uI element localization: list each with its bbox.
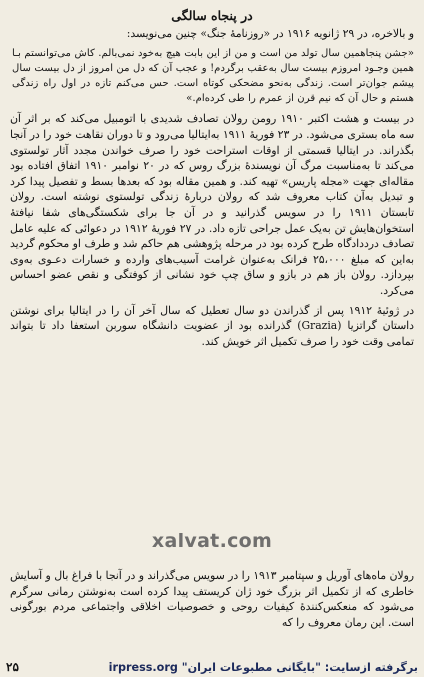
diary-quote-paragraph: «جشن پنجاهمین سال تولد من است و من از این بابت هیچ به‌خود نمی‌بالم. کاش می‌توانستم بـا همین وجـود امروزم بیست سال به‌عقب برگردم! و عجب آن که دل من امروز از دل بیست سال پیشم جوان‌تر است. زندگی به‌نحو مضحکی کوتاه است. حس می‌کنم تازه در اول راه زندگی هستم و حال آن که نیم قرن از عمرم را طی کرده‌ام.» (12, 47, 414, 105)
page-footer (0, 657, 424, 677)
page-number: ۲۵ (6, 660, 19, 674)
watermark-text: xalvat.com (151, 530, 273, 552)
section-title: در پنجاه سالگی (171, 8, 253, 23)
source-credit (109, 661, 418, 674)
source-credit-text: برگرفته ازسایت: "بایگانی مطبوعات ایران" (181, 661, 418, 674)
source-site-link[interactable]: irpress.org (108, 661, 178, 674)
accident-paragraph: در بیست و هشت اکتبر ۱۹۱۰ رومن رولان تصادف شدیدی با اتومبیل می‌کند که بر اثر آن سه ماه بستری می‌شود. در ۲۳ فوریهٔ ۱۹۱۱ به‌ایتالیا می‌رود و تا دوران نقاهت خود را در آنجا بگذراند. در ایتالیا قسمتی از اوقات استراحت خود را صرف خواندن مجدد آثار تولستوی می‌کند تا به‌مناسبت مرگ آن نویسندهٔ بزرگ روس که در ۲۰ نوامبر ۱۹۱۰ اتفاق افتاده بود مقاله‌ای جهت «مجله پاریس» تهیه کند. و همین مقاله بود که بعدها بسط و تفصیل پیدا کرد و تبدیل به‌آن کتاب معروف شد که رولان دربارهٔ زندگی تولستوی نوشته است. رولان تابستان ۱۹۱۱ را در سویس گذرانید و در آن جا برای شکستگی‌های شفا نیافتهٔ استخوان‌هایش تن به‌یک عمل جراحی تازه داد. در ۲۷ فوریهٔ ۱۹۱۲ در دعوائی که علیه عامل تصادف درددادگاه طرح کرده بود در مرحله پژوهشی هم حاکم شد و طرف او محکوم گردید به‌این که مبلغ ۲۵،۰۰۰ فرانک به‌عنوان غرامت آسیب‌های وارده و خسارات دعـوی به‌وی بپردازد. رولان باز هم در بازو و ساق چپ خود نشانی از کوفتگی و نقص عضو احساس می‌کرد. (10, 112, 415, 297)
intro-paragraph: و بالاخره، در ۲۹ ژانویه ۱۹۱۶ در «روزنامهٔ جنگ» چنین می‌نویسد: (126, 27, 414, 40)
closing-paragraph: رولان ماه‌های آوریل و سپتامبر ۱۹۱۳ را در سویس می‌گذراند و در آنجا با فراغ بال و آسایش خاطری که از تکمیل اثر بزرگ خود ژان کریستف پیدا کرده است به‌نوشتن رمانی سرگرم می‌شود که منعکس‌کنندهٔ کیفیات روحی و خصوصیات اخلاقی واجتماعی مردم بورگونی است. این رمان معروف را که (10, 569, 415, 629)
resignation-paragraph: در ژوئیهٔ ۱۹۱۲ پس از گذراندن دو سال تعطیل که سال آخر آن را در ایتالیا برای نوشتن داستان گراتزیا (Grazia) گذرانده بود از عضویت دانشگاه سوربن استعفا داد تا بتواند تمامی وقت خود را صرف تکمیل اثر خویش کند. (10, 303, 415, 348)
